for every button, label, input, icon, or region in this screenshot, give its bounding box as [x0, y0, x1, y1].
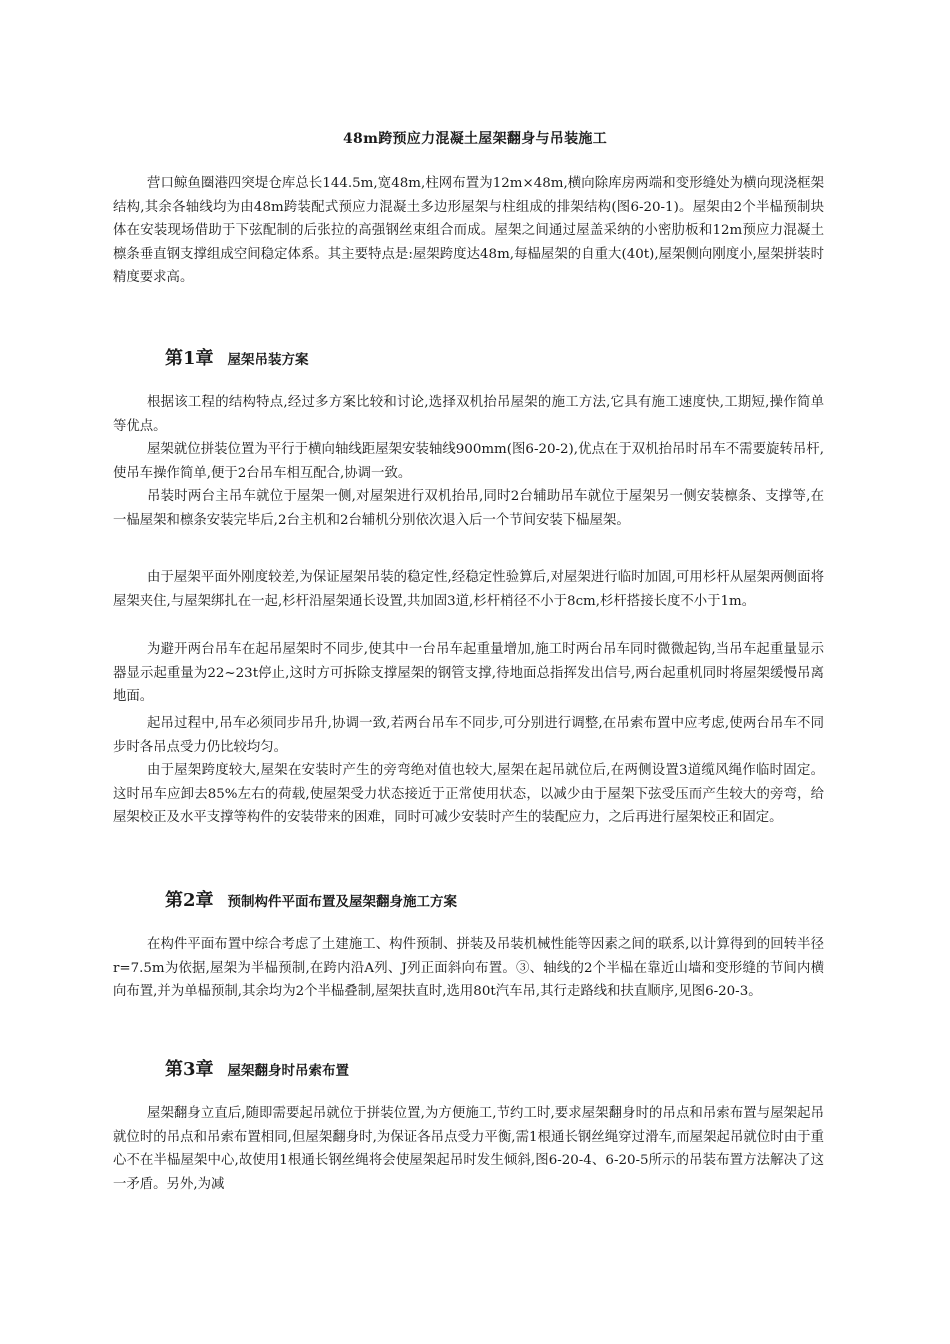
body-paragraph: 屋架就位拼装位置为平行于横向轴线距屋架安装轴线900mm(图6-20-2),优点在于双机抬吊时吊车不需要旋转吊杆,使吊车操作简单,便于2台吊车相互配合,协调一致。 [113, 442, 824, 481]
body-paragraph: 由于屋架跨度较大,屋架在安装时产生的旁弯绝对值也较大,屋架在起吊就位后,在两侧设置3道缆风绳作临时固定。这时吊车应卸去85%左右的荷载,使屋架受力状态接近于正常使用状态，以减少由于屋架下弦受压而产生较大的旁弯，给屋架校正及水平支撑等构件的安装带来的困难，同时可减少安装时产生的装配应力，之后再进行屋架校正和固定。 [113, 763, 824, 825]
document-title: 48m跨预应力混凝土屋架翻身与吊装施工 [343, 131, 607, 147]
chapter-heading [165, 344, 309, 370]
body-paragraph: 在构件平面布置中综合考虑了土建施工、构件预制、拼装及吊装机械性能等因素之间的联系,以计算得到的回转半径r=7.5m为依据,屋架为半榀预制,在跨内沿A列、J列正面斜向布置。③、轴线的2个半榀在靠近山墙和变形缝的节间内横向布置,并为单榀预制,其余均为2个半榀叠制,屋架扶直时,选用80t汽车吊,其行走路线和扶直顺序,见图6-20-3。 [113, 937, 824, 999]
body-paragraph: 为避开两台吊车在起吊屋架时不同步,使其中一台吊车起重量增加,施工时两台吊车同时微微起钩,当吊车起重量显示器显示起重量为22~23t停止,这时方可拆除支撑屋架的钢管支撑,待地面总指挥发出信号,两台起重机同时将屋架缓慢吊离地面。 [113, 642, 824, 704]
body-paragraph: 吊装时两台主吊车就位于屋架一侧,对屋架进行双机抬吊,同时2台辅助吊车就位于屋架另一侧安装檩条、支撑等,在一榀屋架和檩条安装完毕后,2台主机和2台辅机分别依次退入后一个节间安装下榀屋架。 [113, 489, 824, 528]
body-paragraph: 屋架翻身立直后,随即需要起吊就位于拼装位置,为方便施工,节约工时,要求屋架翻身时的吊点和吊索布置与屋架起吊就位时的吊点和吊索布置相同,但屋架翻身时,为保证各吊点受力平衡,需1根通长钢丝绳穿过滑车,而屋架起吊就位时由于重心不在半榀屋架中心,故使用1根通长钢丝绳将会使屋架起吊时发生倾斜,图6-20-4、6-20-5所示的吊装布置方法解决了这一矛盾。另外,为减 [113, 1106, 824, 1192]
chapter-number: 第3章 [165, 1059, 214, 1080]
body-paragraph: 根据该工程的结构特点,经过多方案比较和讨论,选择双机抬吊屋架的施工方法,它具有施工速度快,工期短,操作简单等优点。 [113, 395, 824, 434]
body-paragraph: 由于屋架平面外刚度较差,为保证屋架吊装的稳定性,经稳定性验算后,对屋架进行临时加固,可用杉杆从屋架两侧面将屋架夹住,与屋架绑扎在一起,杉杆沿屋架通长设置,共加固3道,杉杆梢径不小于8cm,杉杆搭接长度不小于1m。 [113, 570, 824, 609]
chapter-heading [165, 1055, 349, 1081]
body-paragraph: 起吊过程中,吊车必须同步吊升,协调一致,若两台吊车不同步,可分别进行调整,在吊索布置中应考虑,使两台吊车不同步时各吊点受力仍比较均匀。 [113, 716, 824, 755]
chapter-title: 预制构件平面布置及屋架翻身施工方案 [227, 894, 458, 910]
intro-paragraph: 营口鲸鱼圈港四突堤仓库总长144.5m,宽48m,柱网布置为12m×48m,横向除库房两端和变形缝处为横向现浇框架结构,其余各轴线均为由48m跨装配式预应力混凝土多边形屋架与柱组成的排架结构(图6-20-1)。屋架由2个半榀预制块体在安装现场借助于下弦配制的后张拉的高强钢丝束组合而成。屋架之间通过屋盖采纳的小密肋板和12m预应力混凝土檩条垂直钢支撑组成空间稳定体系。其主要特点是:屋架跨度达48m,每榀屋架的自重大(40t),屋架侧向刚度小,屋架拼装时精度要求高。 [113, 176, 824, 285]
chapter-title: 屋架吊装方案 [227, 352, 309, 368]
chapter-title: 屋架翻身时吊索布置 [227, 1063, 350, 1079]
chapter-number: 第2章 [165, 890, 214, 911]
chapter-number: 第1章 [165, 348, 214, 369]
chapter-heading [165, 886, 457, 912]
